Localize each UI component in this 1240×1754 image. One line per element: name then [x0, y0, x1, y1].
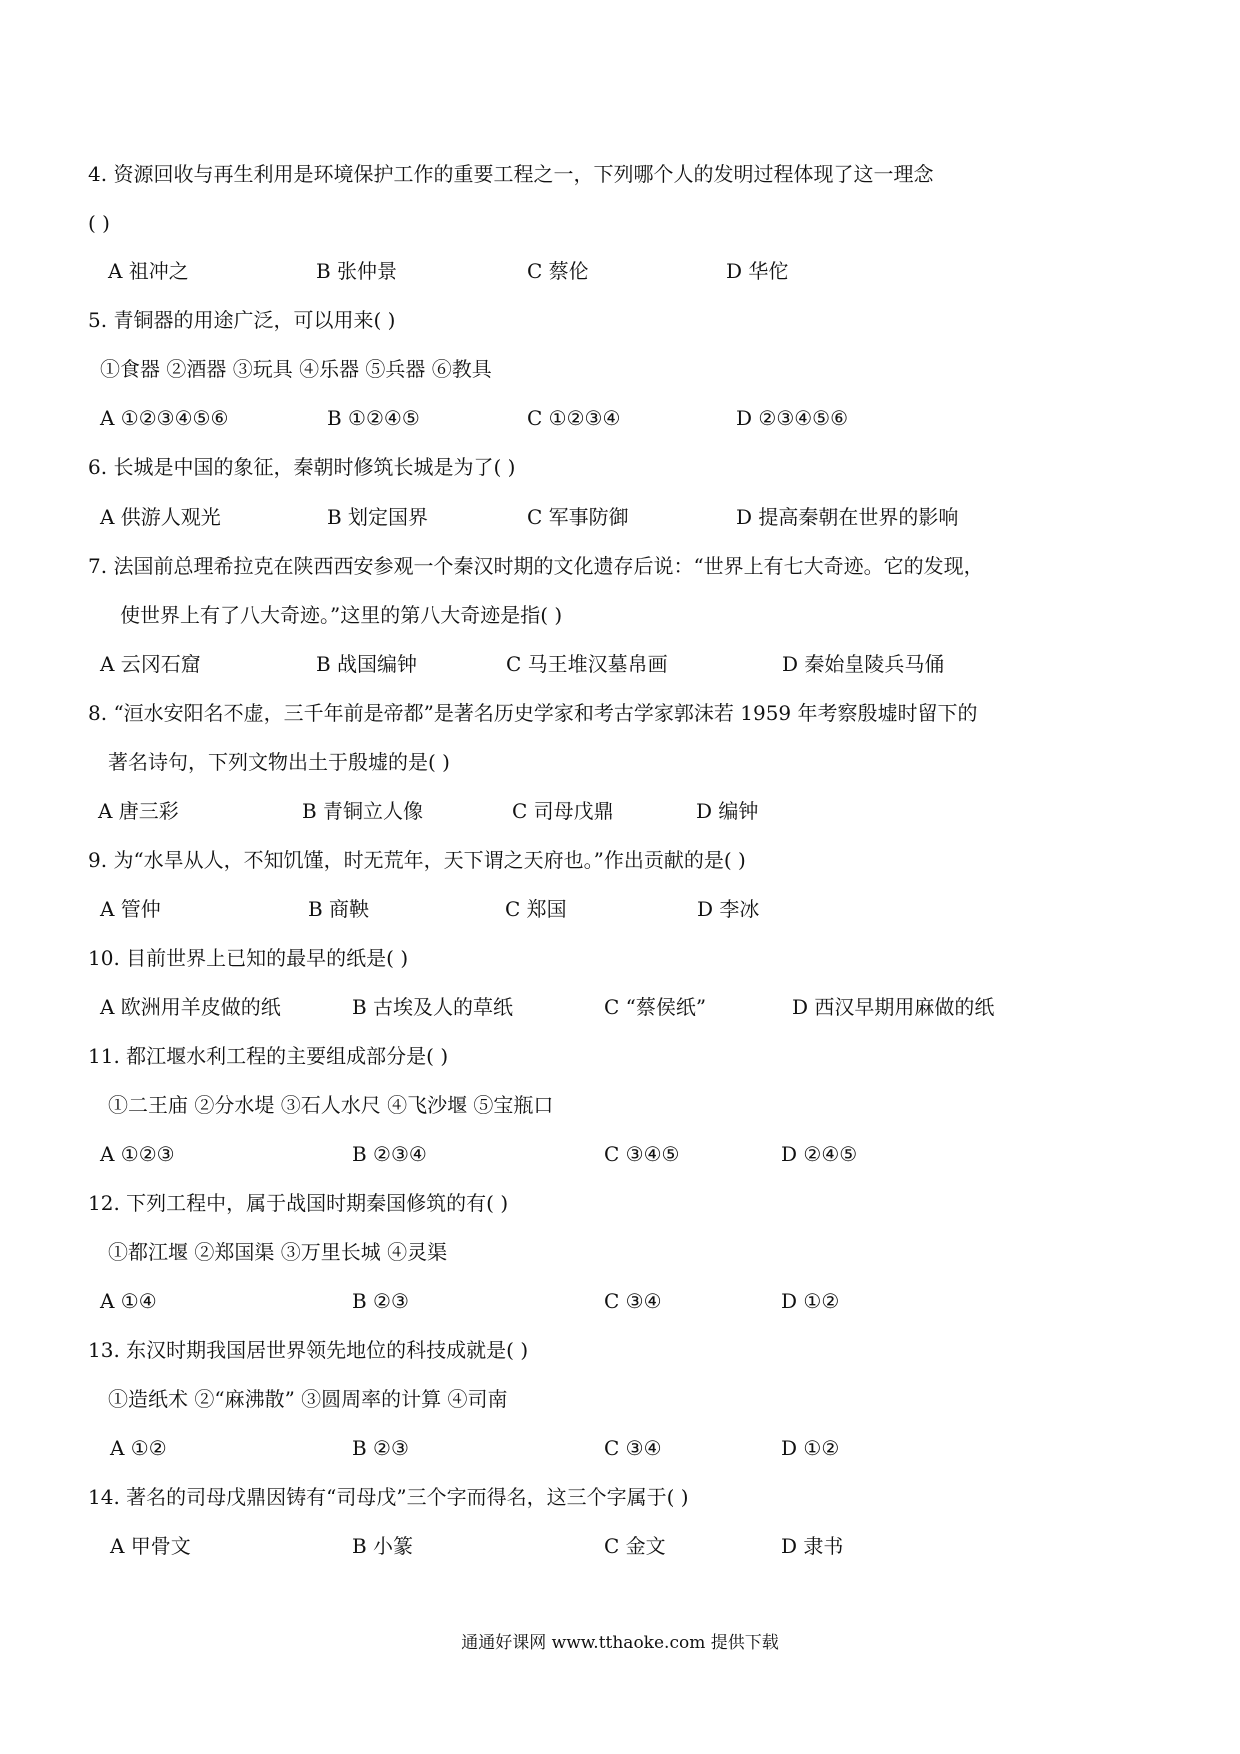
question-14-option-b: B 小篆: [352, 1534, 414, 1558]
question-4-stem: 4. 资源回收与再生利用是环境保护工作的重要工程之一，下列哪个人的发明过程体现了这一理念: [88, 162, 934, 186]
question-6-option-d: D 提高秦朝在世界的影响: [736, 505, 959, 529]
question-12-option-c: C ③④: [604, 1289, 662, 1313]
question-4-option-a: A 祖冲之: [108, 259, 189, 283]
question-11-stem: 11. 都江堰水利工程的主要组成部分是( ): [88, 1044, 449, 1068]
question-5-option-d: D ②③④⑤⑥: [736, 406, 849, 430]
question-4-blank: ( ): [88, 211, 110, 235]
question-13-stem: 13. 东汉时期我国居世界领先地位的科技成就是( ): [88, 1338, 529, 1362]
question-11-option-a: A ①②③: [100, 1142, 175, 1166]
question-9-option-b: B 商鞅: [308, 897, 370, 921]
question-7-stem-line-1: 7. 法国前总理希拉克在陕西西安参观一个秦汉时期的文化遗存后说：“世界上有七大奇迹。它的发现，: [88, 554, 984, 578]
question-11-option-b: B ②③④: [352, 1142, 427, 1166]
question-12-option-b: B ②③: [352, 1289, 409, 1313]
question-6-option-c: C 军事防御: [527, 505, 629, 529]
question-9-option-d: D 李冰: [697, 897, 760, 921]
question-13-option-a: A ①②: [110, 1436, 167, 1460]
question-5-option-c: C ①②③④: [527, 406, 621, 430]
question-8-stem-line-2: 著名诗句，下列文物出土于殷墟的是( ): [108, 750, 450, 774]
question-6-option-b: B 划定国界: [327, 505, 429, 529]
question-6-option-a: A 供游人观光: [100, 505, 221, 529]
question-8-option-c: C 司母戊鼎: [512, 799, 614, 823]
question-11-items: ①二王庙 ②分水堤 ③石人水尺 ④飞沙堰 ⑤宝瓶口: [108, 1093, 554, 1117]
question-12-option-d: D ①②: [781, 1289, 840, 1313]
question-12-option-a: A ①④: [100, 1289, 157, 1313]
question-8-option-a: A 唐三彩: [98, 799, 179, 823]
question-10-option-c: C “蔡侯纸”: [604, 995, 707, 1019]
question-10-option-b: B 古埃及人的草纸: [352, 995, 514, 1019]
question-7-option-c: C 马王堆汉墓帛画: [506, 652, 668, 676]
question-8-option-d: D 编钟: [696, 799, 759, 823]
question-6-stem: 6. 长城是中国的象征，秦朝时修筑长城是为了( ): [88, 455, 516, 479]
question-11-option-d: D ②④⑤: [781, 1142, 858, 1166]
question-7-option-d: D 秦始皇陵兵马俑: [782, 652, 945, 676]
question-12-stem: 12. 下列工程中，属于战国时期秦国修筑的有( ): [88, 1191, 509, 1215]
question-8-option-b: B 青铜立人像: [302, 799, 424, 823]
question-5-option-a: A ①②③④⑤⑥: [100, 406, 229, 430]
question-13-option-d: D ①②: [781, 1436, 840, 1460]
question-4-option-d: D 华佗: [726, 259, 789, 283]
question-4-option-b: B 张仲景: [316, 259, 398, 283]
question-9-option-a: A 管仲: [100, 897, 161, 921]
question-13-option-c: C ③④: [604, 1436, 662, 1460]
question-9-option-c: C 郑国: [505, 897, 567, 921]
question-14-option-a: A 甲骨文: [110, 1534, 191, 1558]
question-5-stem: 5. 青铜器的用途广泛，可以用来( ): [88, 308, 396, 332]
question-10-option-a: A 欧洲用羊皮做的纸: [100, 995, 281, 1019]
question-10-stem: 10. 目前世界上已知的最早的纸是( ): [88, 946, 409, 970]
question-5-items: ①食器 ②酒器 ③玩具 ④乐器 ⑤兵器 ⑥教具: [100, 357, 492, 381]
question-5-option-b: B ①②④⑤: [327, 406, 420, 430]
question-11-option-c: C ③④⑤: [604, 1142, 680, 1166]
question-9-stem: 9. 为“水旱从人，不知饥馑，时无荒年，天下谓之天府也。”作出贡献的是( ): [88, 848, 746, 872]
question-4-option-c: C 蔡伦: [527, 259, 589, 283]
question-14-stem: 14. 著名的司母戊鼎因铸有“司母戊”三个字而得名，这三个字属于( ): [88, 1485, 689, 1509]
question-7-stem-line-2: 使世界上有了八大奇迹。”这里的第八大奇迹是指( ): [120, 603, 563, 627]
question-13-option-b: B ②③: [352, 1436, 409, 1460]
page-footer: 通通好课网 www.tthaoke.com 提供下载: [461, 1633, 779, 1653]
question-12-items: ①都江堰 ②郑国渠 ③万里长城 ④灵渠: [108, 1240, 448, 1264]
question-14-option-c: C 金文: [604, 1534, 666, 1558]
question-10-option-d: D 西汉早期用麻做的纸: [792, 995, 995, 1019]
question-14-option-d: D 隶书: [781, 1534, 844, 1558]
question-8-stem-line-1: 8. “洹水安阳名不虚，三千年前是帝都”是著名历史学家和考古学家郭沫若 1959 年考察殷墟时留下的: [88, 701, 978, 725]
question-13-items: ①造纸术 ②“麻沸散” ③圆周率的计算 ④司南: [108, 1387, 508, 1411]
question-7-option-b: B 战国编钟: [316, 652, 418, 676]
question-7-option-a: A 云冈石窟: [100, 652, 201, 676]
